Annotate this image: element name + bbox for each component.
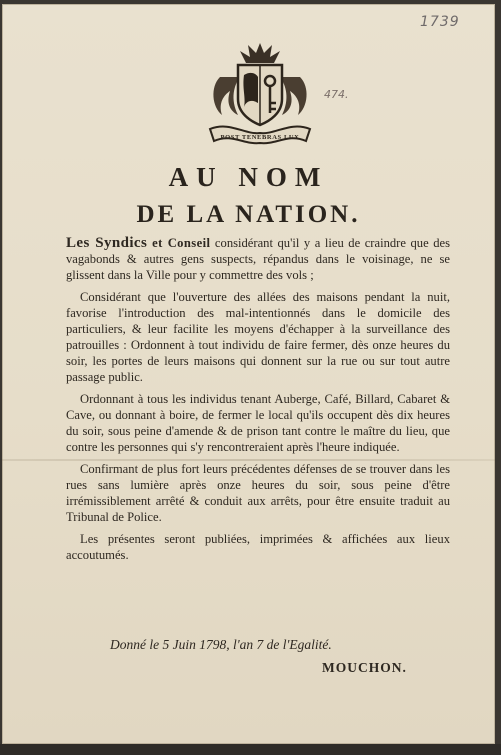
heading-de-la-nation: DE LA NATION. xyxy=(136,201,361,228)
paragraph-1 xyxy=(66,235,450,283)
paragraph-1-lead: Les Syndics xyxy=(66,235,148,251)
paragraph-1-text: considérant qu'il y a lieu de craindre que des vagabonds & autres gens suspects, répandus dans le voisinage, ne se glissent dans la Ville pour y commettre des vols ; xyxy=(66,236,451,282)
handwritten-year-annotation: 1739 xyxy=(420,14,460,30)
coat-of-arms-icon xyxy=(200,37,320,147)
paragraph-5: Les présentes seront publiées, imprimées & affichées aux lieux accoutumés. xyxy=(66,532,450,562)
decree-body xyxy=(66,235,450,569)
signature: MOUCHON. xyxy=(322,660,407,675)
paragraph-4: Confirmant de plus fort leurs précédentes défenses de se trouver dans les rues sans lumière après onze heures du soir, sous peine d'être irrémissiblement arrêté & conduit aux arrêts, pour être ensuite traduit au Tribunal de Police. xyxy=(66,462,450,524)
handwritten-number-annotation: 474. xyxy=(324,88,349,101)
paragraph-3: Ordonnant à tous les individus tenant Auberge, Café, Billard, Cabaret & Cave, ou donnant à boire, de fermer le local qu'ils occupent dès dix heures du soir, sous peine d'amende & de prison tant contre le maître du lieu, que contre les personnes qui s'y rencontreraient après l'heure indiquée. xyxy=(66,392,450,454)
background-edge xyxy=(0,744,501,755)
svg-text:POST TENEBRAS LUX: POST TENEBRAS LUX xyxy=(220,134,300,141)
paragraph-1-lead-2: et Conseil xyxy=(147,236,211,250)
geneva-coat-of-arms-emblem xyxy=(200,37,320,147)
paragraph-2: Considérant que l'ouverture des allées des maisons pendant la nuit, favorise l'introduction des mal-intentionnés dans le domicile des particuliers, & leur facilite les moyens d'échapper à la surveillance des patrouilles : Ordonnent à tout individu de faire fermer, dès onze heures du soir, les portes de leurs maisons qui donnent sur la rue ou sur tout autre passage public. xyxy=(66,290,450,384)
closing-date-line: Donné le 5 Juin 1798, l'an 7 de l'Egalité. xyxy=(110,637,332,652)
poster-sheet xyxy=(2,4,495,744)
heading-au-nom: AU NOM xyxy=(168,162,329,192)
